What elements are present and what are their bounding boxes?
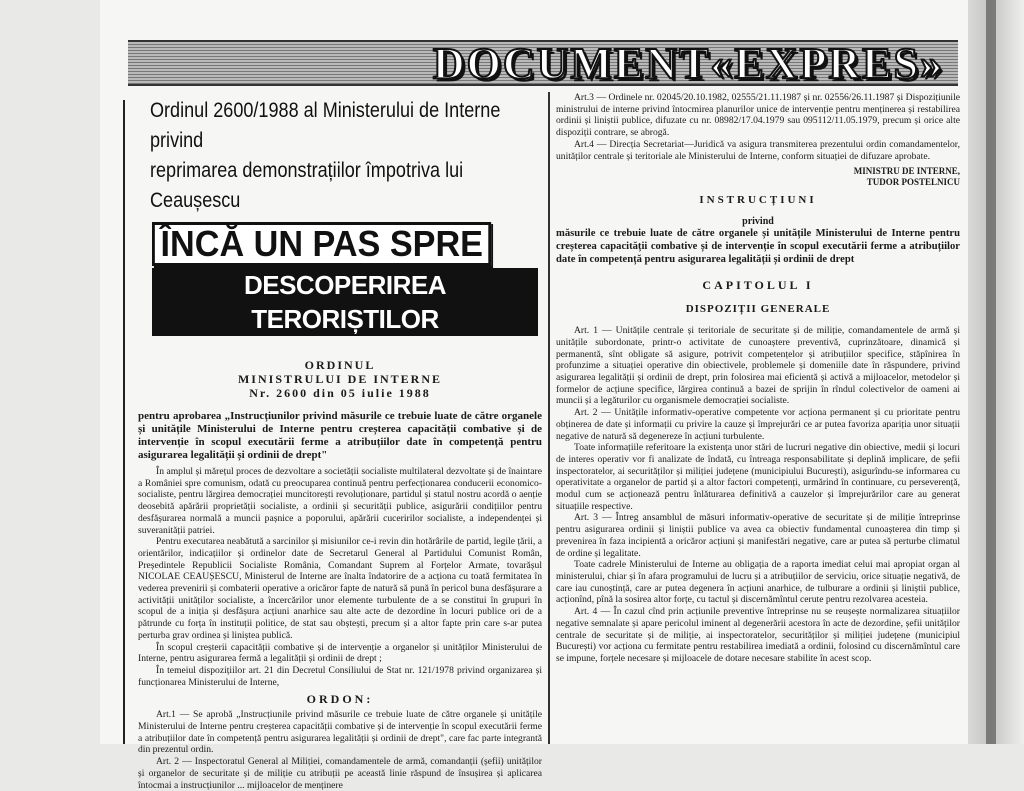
article: Toate cadrele Ministerului de Interne au obligația de a raporta imediat celui mai apropiat organ al ministerului, chiar și în afara programului de lucru și a atribuțiilor de serviciu, orice situație negativă, de care iau cunoștință, care ar putea degenera în acțiuni anarhice, de tulburare a ordinii și liniștii publice, acționînd, pînă la sosirea altor forțe, cu tactul și discernămîntul cerute pentru rezolvarea acesteia. (556, 559, 960, 606)
big-title-1: ÎNCĂ UN PAS SPRE (152, 222, 492, 266)
ordin-title-line-2: MINISTRULUI DE INTERNE (237, 372, 443, 386)
binding-stripe (986, 0, 996, 744)
ordon-heading: ORDON: (306, 692, 374, 707)
instructiuni-subject: măsurile ce trebuie luate de către organele și unitățile Ministerului de Interne pentru creșterea capacității combative și de intervenție în scopul executării ferme a atribuțiilor date în competență pentru asigurarea legalității și ordinii de drept (556, 228, 960, 266)
article: Art.4 — Direcția Secretariat—Juridică va asigura transmiterea prezentului ordin comandamentelor, unităților centrale și teritoriale ale Ministerului de Interne, conform situației de difuzare aprobate. (556, 138, 960, 162)
headline (150, 96, 554, 216)
right-column (556, 92, 960, 665)
signature (556, 166, 960, 188)
chapter-subheading: DISPOZIȚII GENERALE (685, 303, 831, 316)
banner-title: DOCUMENT«EXPRES» (432, 39, 944, 88)
ordin-title-line-1: ORDINUL (304, 358, 376, 372)
article: Art.3 — Ordinele nr. 02045/20.10.1982, 02555/21.11.1987 și nr. 02556/26.11.1987 și Dispozițiunile ministrului de interne privind întocmirea planurilor unice de intervenție pentru menținerea și restabilirea ordinii și liniștii publice, difuzate cu nr. 08982/17.04.1979 sau 095112/11.05.1979, precum și orice alte dispoziții contrare, se abrogă. (556, 92, 960, 139)
article: Art. 3 — Întreg ansamblul de măsuri informativ-operative de securitate și de miliție întreprinse pentru asigurarea ordinii și liniștii publice va avea ca obiectiv fundamental cunoașterea din timp și prevenirea în faza incipientă a oricăror acțiuni și manifestări negative, care ar putea să perturbe climatul de ordine și legalitate. (556, 512, 960, 559)
left-column (138, 96, 542, 791)
article: Toate informațiile referitoare la existența unor stări de lucruri negative din obiective, medii și locuri de interes operativ vor fi analizate de îndată, cu întreaga responsabilitate și deplină implicare, de șefii inspectoratelor, ai securităților și miliției județene (municipiului București), asigurîndu-se informarea cu operativitate a organelor de partid și a altor factori competenți, urmărind în continuare, cu perseverență, modul cum se acționează pentru înlăturarea definitivă a cauzelor și împrejurărilor care au generat situațiile respective. (556, 442, 960, 512)
chapter-heading: CAPITOLUL I (702, 278, 814, 293)
paragraph: În amplul și mărețul proces de dezvoltare a societății socialiste multilateral dezvoltate și de înaintare a României spre comunism, odată cu preocuparea continuă pentru perfecționarea conducerii economico-socialiste, pentru lărgirea democrației muncitorești revoluționare, partidul și statul nostru acordă o aenție deosebită apărării proprietății socialiste, a ordinii și securității publice, asigurării condițiilor pentru desfășurarea normală a muncii pașnice a poporului, apărării cuceririlor socialiste, a independenței și suveranității patriei. (138, 466, 542, 536)
headline-line-2: reprimarea demonstrațiilor împotriva lui Ceaușescu (150, 159, 464, 212)
article: Art. 2 — Inspectoratul General al Miliției, comandamentele de armă, comandanții (șefii) unităților și organelor de securitate și de miliție cu atribuții pe această linie răspund de însușirea și aplicarea întocmai a instrucțiunilor ... mijloacelor de menținere (138, 756, 542, 791)
privind-label: privind (742, 216, 774, 228)
ordin-title (138, 358, 542, 400)
article: Art. 1 — Unitățile centrale și teritoriale de securitate și de miliție, comandamentele de armă și unitățile subordonate, printr-o activitate de cunoaștere preventivă, cuprinzătoare, dinamică și permanentă, sînt obligate să asigure, potrivit competențelor și atribuțiilor specifice, stăpînirea în profunzime a situației operative din obiectivele, problemele și domeniile date în răspundere, privind asigurarea legalității și ordinii de drept, prin folosirea mai eficientă și activă a mijloacelor, metodelor și formelor de acțiune specifice, lărgirea continuă a bazei de sprijin în rîndul colectivelor de oameni ai muncii și a legăturilor cu organismele democrației socialiste. (556, 325, 960, 407)
left-rule (123, 100, 125, 744)
paragraph: Pentru executarea neabătută a sarcinilor și misiunilor ce-i revin din hotărârile de partid, legile țării, a orientărilor, indicațiilor și ordinelor date de Secretarul General al Partidului Comunist Român, Președintele Republicii Socialiste România, Comandant Suprem al Forțelor Armate, tovarășul NICOLAE CEAUȘESCU, Ministerul de Interne are înalta îndatorire de a acționa cu toată fermitatea în vederea prevenirii și combaterii operative a oricăror fapte de natură să pună în pericol buna desfășurare a activității unităților socialiste, a încercărilor unor elemente turbulente de a se constitui în grupuri în scopul de a iniția și desfășura acțiuni anarhice sau alte acte de dezordine în locuri publice ori de a pătrunde cu forța în instituții politice, de stat sau obștești, precum și a altor fapte prin care s-ar putea perturba grav ordinea și liniștea publică. (138, 536, 542, 641)
big-title-2: DESCOPERIREA TERORIȘTILOR (152, 268, 538, 336)
paragraph: În scopul creșterii capacității combative și de intervenție a organelor și unităților Ministerului de Interne, pentru asigurarea fermă a legalității și ordinii de drept ; (138, 641, 542, 665)
signature-title: MINISTRU DE INTERNE, (853, 166, 960, 177)
ordin-lead: pentru aprobarea „Instrucțiunilor privind măsurile ce trebuie luate de către organele și unitățile Ministerului de Interne pentru creșterea capacității combative și de intervenție în scopul executării ferme a atribuțiilor date în competență pentru asigurarea legalității și ordinii de drept" (138, 410, 542, 461)
banner (128, 40, 958, 86)
article: Art. 4 — În cazul cînd prin acțiunile preventive întreprinse nu se reușește normalizarea situațiilor negative semnalate și apare pericolul iminent al degenerării acestora în acte de dezordine, șefii unităților centrale de securitate și de miliție, ai inspectoratelor, securităților și miliției județene (municipiul București) vor acționa cu fermitate pentru restabilirea imediată a ordinii, folosind cu discernămîntul care se impune, forțele necesare și mijloacele de dotare necesare stabilite în acest scop. (556, 606, 960, 664)
article: Art.1 — Se aprobă „Instrucțiunile privind măsurile ce trebuie luate de către organele și unitățile Ministerului de Interne pentru creșterea capacității combative și de intervenție în scopul executării ferme a atribuțiilor date în competență pentru asigurarea legalității și ordinii de drept", care fac parte integrantă din prezentul ordin. (138, 709, 542, 756)
instructiuni-heading: INSTRUCȚIUNI (699, 194, 817, 207)
page-binding-edge (968, 0, 1024, 744)
article: Art. 2 — Unitățile informativ-operative competente vor acționa permanent și cu prioritate pentru obținerea de date și informații cu privire la cauze și împrejurări ce ar putea favoriza apariția unor situații negative de natură să degenereze în acțiuni turbulente. (556, 407, 960, 442)
ordin-title-line-3: Nr. 2600 din 05 iulie 1988 (249, 386, 431, 400)
paragraph: În temeiul dispozițiilor art. 21 din Decretul Consiliului de Stat nr. 121/1978 privind organizarea și funcționarea Ministerului de Interne, (138, 664, 542, 688)
headline-line-1: Ordinul 2600/1988 al Ministerului de Interne privind (150, 99, 501, 152)
signature-name: TUDOR POSTELNICU (866, 177, 960, 188)
